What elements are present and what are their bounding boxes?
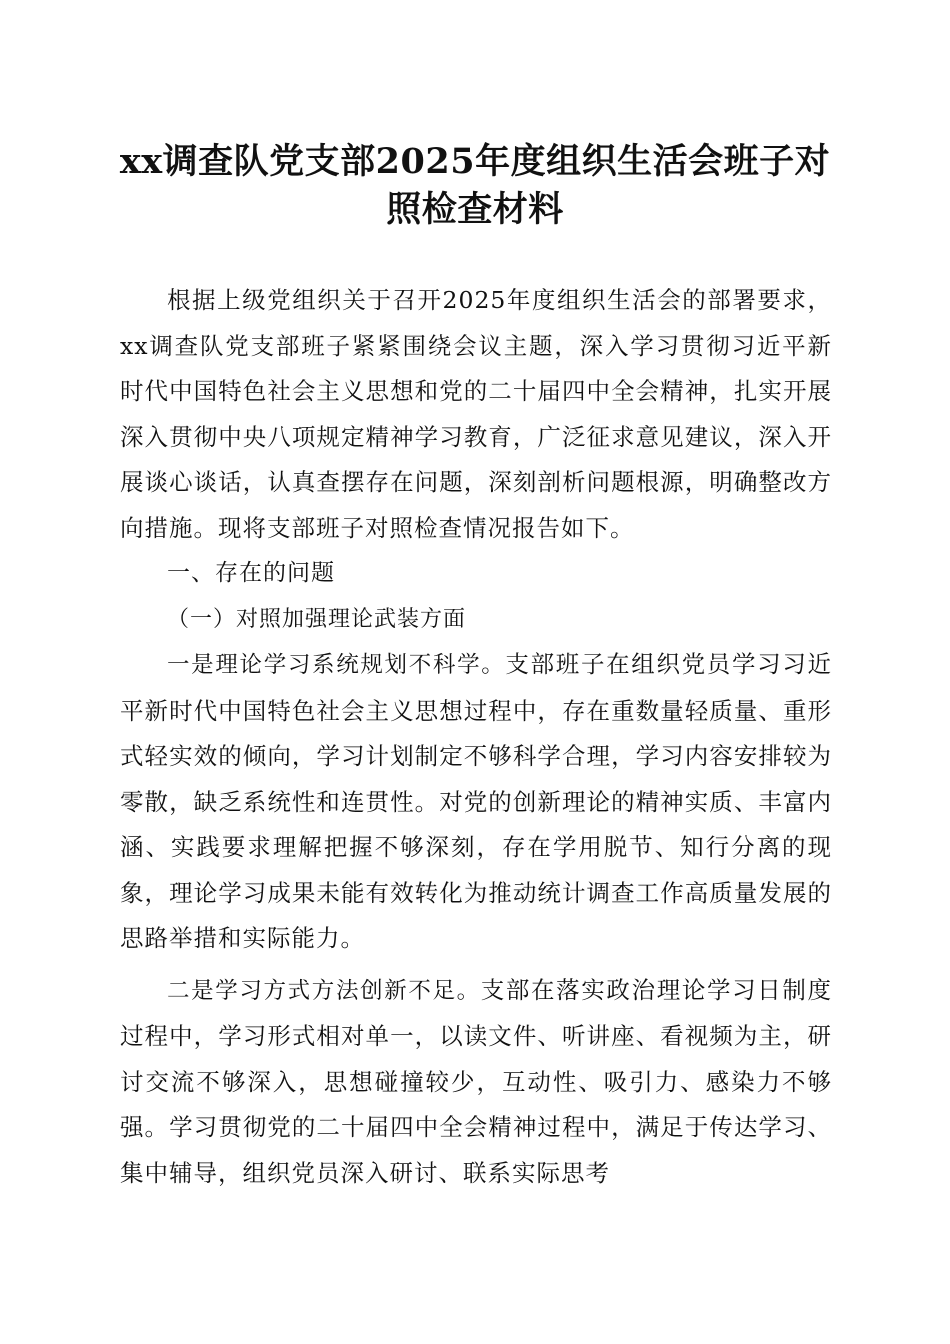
intro-paragraph: 根据上级党组织关于召开2025年度组织生活会的部署要求，xx调查队党支部班子紧紧围绕会议主题，深入学习贯彻习近平新时代中国特色社会主义思想和党的二十届四中全会精神，扎实开展深入贯彻中央八项规定精神学习教育，广泛征求意见建议，深入开展谈心谈话，认真查摆存在问题，深刻剖析问题根源，明确整改方向措施。现将支部班子对照检查情况报告如下。 bbox=[120, 286, 832, 542]
document-title: xx调查队党支部2025年度组织生活会班子对照检查材料 bbox=[119, 141, 831, 230]
point-1-lead: 一是理论学习系统规划不科学。 bbox=[167, 652, 506, 678]
point-2-body: 支部在落实政治理论学习日制度过程中，学习形式相对单一，以读文件、听讲座、看视频为主，研讨交流不够深入，思想碰撞较少，互动性、吸引力、感染力不够强。学习贯彻党的二十届四中全会精神过程中，满足于传达学习、集中辅导，组织党员深入研讨、联系实际思考 bbox=[120, 975, 832, 1187]
point-paragraph-1 bbox=[120, 642, 832, 962]
point-paragraph-2 bbox=[120, 968, 832, 1197]
section-heading-problems: 一、存在的问题 bbox=[167, 560, 335, 586]
point-1-body: 支部班子在组织党员学习习近平新时代中国特色社会主义思想过程中，存在重数量轻质量、重形式轻实效的倾向，学习计划制定不够科学合理，学习内容安排较为零散，缺乏系统性和连贯性。对党的创新理论的精神实质、丰富内涵、实践要求理解把握不够深刻，存在学用脱节、知行分离的现象，理论学习成果未能有效转化为推动统计调查工作高质量发展的思路举措和实际能力。 bbox=[120, 650, 832, 952]
point-2-lead: 二是学习方式方法创新不足。 bbox=[167, 977, 481, 1004]
subsection-heading-theory: （一）对照加强理论武装方面 bbox=[167, 606, 467, 632]
document-body bbox=[120, 278, 832, 1196]
